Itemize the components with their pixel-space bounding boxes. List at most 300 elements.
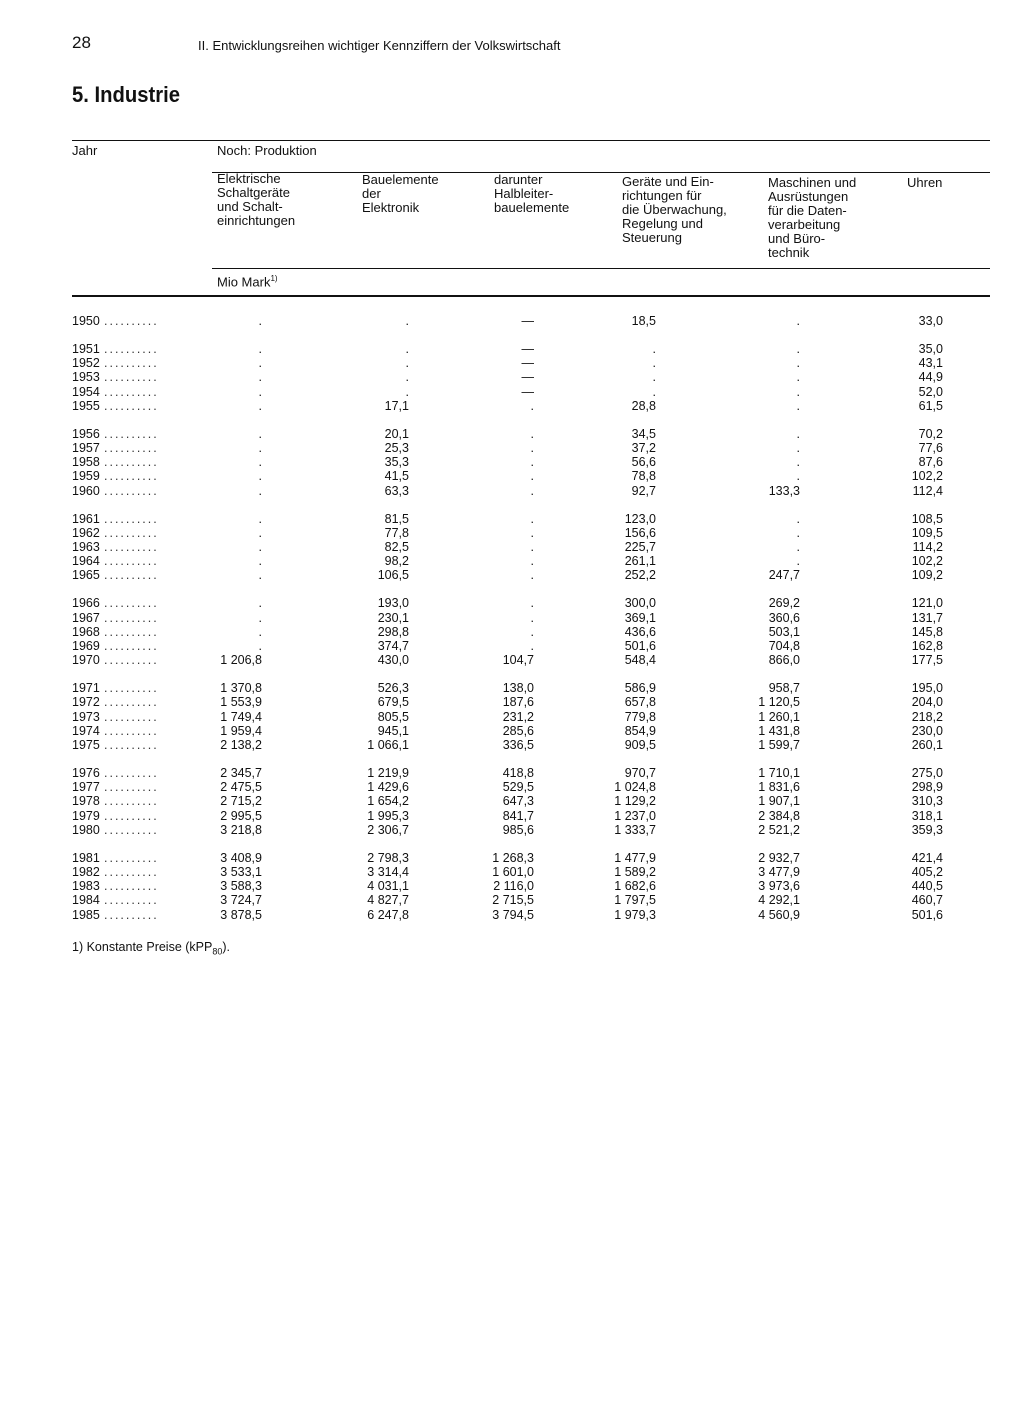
year-cell: 1963 bbox=[72, 540, 100, 554]
leader-dots: .......... bbox=[104, 653, 159, 668]
column-header-schaltgeraete: Elektrische Schaltgeräte und Schalt- einrichtungen bbox=[217, 171, 296, 228]
rule-under-group bbox=[212, 172, 990, 173]
cell-uhren: 108,5 bbox=[911, 511, 943, 526]
leader-dots: .......... bbox=[104, 907, 159, 922]
cell-halbleiter: 529,5 bbox=[502, 780, 534, 795]
cell-maschinen: . bbox=[796, 511, 800, 526]
cell-halbleiter: . bbox=[530, 624, 534, 639]
cell-bauelemente: 3 314,4 bbox=[367, 865, 409, 879]
cell-geraete: 369,1 bbox=[624, 610, 656, 625]
cell-schaltgeraete: 3 588,3 bbox=[220, 879, 262, 894]
year-cell: 1979 bbox=[72, 808, 100, 823]
section-title: 5. Industrie bbox=[72, 82, 180, 107]
cell-bauelemente: 2 306,7 bbox=[367, 822, 409, 837]
cell-geraete: 657,8 bbox=[624, 695, 656, 710]
cell-schaltgeraete: 2 715,2 bbox=[220, 794, 262, 809]
rule-table-top bbox=[72, 140, 990, 141]
cell-halbleiter: . bbox=[530, 469, 534, 484]
cell-schaltgeraete: 2 138,2 bbox=[220, 738, 262, 752]
leader-dots: .......... bbox=[104, 469, 159, 484]
cell-halbleiter: . bbox=[530, 554, 534, 569]
table-row bbox=[0, 314, 1024, 328]
year-cell: 1961 bbox=[72, 511, 100, 526]
cell-bauelemente: 1 066,1 bbox=[367, 738, 409, 752]
cell-geraete: 252,2 bbox=[624, 568, 656, 583]
cell-maschinen: 4 292,1 bbox=[758, 893, 800, 908]
leader-dots: .......... bbox=[104, 681, 159, 696]
table-row bbox=[0, 639, 1024, 653]
cell-halbleiter: 187,6 bbox=[502, 695, 534, 710]
cell-uhren: 275,0 bbox=[911, 766, 943, 780]
year-cell: 1951 bbox=[72, 342, 100, 356]
cell-maschinen: 1 710,1 bbox=[758, 766, 800, 780]
cell-uhren: 35,0 bbox=[918, 342, 943, 356]
cell-uhren: 44,9 bbox=[918, 370, 943, 385]
table-row bbox=[0, 738, 1024, 752]
cell-bauelemente: 679,5 bbox=[377, 695, 409, 710]
leader-dots: .......... bbox=[104, 624, 159, 639]
cell-halbleiter: 1 601,0 bbox=[492, 865, 534, 879]
leader-dots: .......... bbox=[104, 780, 159, 795]
table-row bbox=[0, 893, 1024, 907]
cell-schaltgeraete: . bbox=[258, 554, 262, 569]
year-cell: 1952 bbox=[72, 356, 100, 371]
cell-maschinen: . bbox=[796, 554, 800, 569]
cell-schaltgeraete: . bbox=[258, 370, 262, 385]
table-row bbox=[0, 653, 1024, 667]
cell-geraete: 18,5 bbox=[631, 314, 656, 328]
cell-halbleiter: — bbox=[521, 356, 534, 371]
leader-dots: .......... bbox=[104, 426, 159, 441]
cell-maschinen: . bbox=[796, 384, 800, 399]
cell-maschinen: . bbox=[796, 342, 800, 356]
cell-schaltgeraete: 1 749,4 bbox=[220, 709, 262, 724]
cell-bauelemente: 4 031,1 bbox=[367, 879, 409, 894]
cell-uhren: 33,0 bbox=[918, 314, 943, 328]
cell-uhren: 310,3 bbox=[911, 794, 943, 809]
leader-dots: .......... bbox=[104, 850, 159, 865]
year-cell: 1964 bbox=[72, 554, 100, 569]
table-row bbox=[0, 823, 1024, 837]
cell-bauelemente: . bbox=[405, 356, 409, 371]
cell-geraete: 586,9 bbox=[624, 681, 656, 696]
leader-dots: .......... bbox=[104, 596, 159, 611]
year-cell: 1985 bbox=[72, 907, 100, 922]
cell-schaltgeraete: 1 959,4 bbox=[220, 723, 262, 738]
cell-geraete: . bbox=[652, 356, 656, 371]
cell-halbleiter: . bbox=[530, 596, 534, 611]
cell-maschinen: . bbox=[796, 314, 800, 328]
leader-dots: .......... bbox=[104, 342, 159, 356]
cell-geraete: 156,6 bbox=[624, 525, 656, 540]
cell-maschinen: . bbox=[796, 540, 800, 554]
cell-uhren: 112,4 bbox=[912, 483, 943, 498]
table-row bbox=[0, 526, 1024, 540]
cell-uhren: 260,1 bbox=[911, 738, 943, 752]
year-cell: 1957 bbox=[72, 441, 100, 455]
cell-geraete: 436,6 bbox=[624, 624, 656, 639]
group-header: Noch: Produktion bbox=[217, 143, 317, 158]
table-row bbox=[0, 342, 1024, 356]
cell-schaltgeraete: . bbox=[258, 639, 262, 653]
cell-maschinen: 2 932,7 bbox=[758, 850, 800, 865]
year-cell: 1975 bbox=[72, 738, 100, 752]
cell-geraete: 78,8 bbox=[631, 469, 656, 484]
year-cell: 1954 bbox=[72, 384, 100, 399]
table-row bbox=[0, 356, 1024, 370]
cell-geraete: 1 237,0 bbox=[614, 808, 656, 823]
cell-maschinen: 1 907,1 bbox=[758, 794, 800, 809]
leader-dots: .......... bbox=[104, 738, 159, 752]
cell-schaltgeraete: 1 206,8 bbox=[220, 653, 262, 668]
cell-geraete: 225,7 bbox=[624, 540, 656, 554]
leader-dots: .......... bbox=[104, 568, 159, 583]
year-cell: 1980 bbox=[72, 822, 100, 837]
cell-uhren: 218,2 bbox=[911, 709, 943, 724]
cell-geraete: 1 797,5 bbox=[614, 893, 656, 908]
cell-schaltgeraete: . bbox=[258, 511, 262, 526]
leader-dots: .......... bbox=[104, 766, 159, 780]
cell-schaltgeraete: . bbox=[258, 441, 262, 455]
cell-maschinen: 866,0 bbox=[768, 653, 800, 668]
year-cell: 1967 bbox=[72, 610, 100, 625]
year-cell: 1959 bbox=[72, 469, 100, 484]
cell-uhren: 109,2 bbox=[911, 568, 943, 583]
cell-bauelemente: 6 247,8 bbox=[367, 907, 409, 922]
table-row bbox=[0, 766, 1024, 780]
leader-dots: .......... bbox=[104, 441, 159, 455]
column-header-bauelemente: Bauelemente der Elektronik bbox=[362, 172, 439, 215]
cell-schaltgeraete: . bbox=[258, 469, 262, 484]
cell-geraete: 1 129,2 bbox=[614, 794, 656, 809]
leader-dots: .......... bbox=[104, 893, 159, 908]
cell-schaltgeraete: . bbox=[258, 596, 262, 611]
cell-halbleiter: 3 794,5 bbox=[492, 907, 534, 922]
cell-bauelemente: . bbox=[405, 384, 409, 399]
cell-maschinen: 1 599,7 bbox=[758, 738, 800, 752]
cell-halbleiter: 104,7 bbox=[502, 653, 534, 668]
cell-halbleiter: . bbox=[530, 525, 534, 540]
cell-schaltgeraete: . bbox=[258, 610, 262, 625]
cell-bauelemente: 77,8 bbox=[384, 525, 409, 540]
table-row bbox=[0, 568, 1024, 582]
cell-halbleiter: — bbox=[521, 370, 534, 385]
cell-schaltgeraete: . bbox=[258, 426, 262, 441]
cell-uhren: 298,9 bbox=[911, 780, 943, 795]
cell-geraete: 300,0 bbox=[624, 596, 656, 611]
cell-halbleiter: 841,7 bbox=[502, 808, 534, 823]
table-row bbox=[0, 596, 1024, 610]
cell-schaltgeraete: 2 475,5 bbox=[220, 780, 262, 795]
cell-bauelemente: 1 219,9 bbox=[367, 766, 409, 780]
cell-bauelemente: 63,3 bbox=[384, 483, 409, 498]
cell-maschinen: 1 120,5 bbox=[758, 695, 800, 710]
rule-header-bottom bbox=[72, 295, 990, 297]
cell-maschinen: 1 831,6 bbox=[758, 780, 800, 795]
cell-uhren: 204,0 bbox=[911, 695, 943, 710]
cell-schaltgeraete: . bbox=[258, 483, 262, 498]
cell-bauelemente: 526,3 bbox=[377, 681, 409, 696]
rule-under-columns bbox=[212, 268, 990, 269]
leader-dots: .......... bbox=[104, 865, 159, 879]
cell-geraete: . bbox=[652, 370, 656, 385]
cell-bauelemente: 81,5 bbox=[384, 511, 409, 526]
year-cell: 1973 bbox=[72, 709, 100, 724]
cell-bauelemente: 35,3 bbox=[384, 455, 409, 470]
table-row bbox=[0, 370, 1024, 384]
leader-dots: .......... bbox=[104, 808, 159, 823]
cell-geraete: 37,2 bbox=[631, 441, 656, 455]
unit-label: Mio Mark$^{1)}$ bbox=[217, 274, 278, 290]
year-cell: 1971 bbox=[72, 681, 100, 696]
cell-bauelemente: 1 654,2 bbox=[367, 794, 409, 809]
cell-bauelemente: 98,2 bbox=[384, 554, 409, 569]
cell-uhren: 121,0 bbox=[911, 596, 943, 611]
leader-dots: .......... bbox=[104, 356, 159, 371]
cell-uhren: 318,1 bbox=[911, 808, 943, 823]
cell-uhren: 440,5 bbox=[911, 879, 943, 894]
cell-maschinen: 503,1 bbox=[768, 624, 800, 639]
cell-schaltgeraete: . bbox=[258, 356, 262, 371]
cell-schaltgeraete: 3 408,9 bbox=[220, 850, 262, 865]
cell-maschinen: 704,8 bbox=[768, 639, 800, 653]
year-cell: 1969 bbox=[72, 639, 100, 653]
cell-uhren: 177,5 bbox=[911, 653, 943, 668]
cell-schaltgeraete: . bbox=[258, 624, 262, 639]
year-cell: 1972 bbox=[72, 695, 100, 710]
cell-schaltgeraete: . bbox=[258, 568, 262, 583]
cell-bauelemente: 805,5 bbox=[377, 709, 409, 724]
cell-bauelemente: . bbox=[405, 314, 409, 328]
cell-maschinen: 1 431,8 bbox=[758, 723, 800, 738]
cell-maschinen: 2 521,2 bbox=[758, 822, 800, 837]
cell-geraete: 1 477,9 bbox=[614, 850, 656, 865]
footnote: 1) Konstante Preise (kPP$_{80}$). bbox=[72, 940, 231, 957]
leader-dots: .......... bbox=[104, 384, 159, 399]
cell-halbleiter: — bbox=[521, 384, 534, 399]
year-header: Jahr bbox=[72, 143, 98, 158]
leader-dots: .......... bbox=[104, 525, 159, 540]
cell-schaltgeraete: . bbox=[258, 314, 262, 328]
cell-bauelemente: 1 429,6 bbox=[367, 780, 409, 795]
cell-halbleiter: 647,3 bbox=[502, 794, 534, 809]
cell-geraete: . bbox=[652, 342, 656, 356]
year-cell: 1982 bbox=[72, 865, 100, 879]
table-row bbox=[0, 865, 1024, 879]
leader-dots: .......... bbox=[104, 610, 159, 625]
cell-bauelemente: 945,1 bbox=[377, 723, 409, 738]
cell-halbleiter: 231,2 bbox=[502, 709, 534, 724]
cell-uhren: 230,0 bbox=[911, 723, 943, 738]
cell-geraete: 779,8 bbox=[624, 709, 656, 724]
cell-schaltgeraete: 3 218,8 bbox=[220, 822, 262, 837]
cell-uhren: 70,2 bbox=[918, 426, 943, 441]
cell-halbleiter: . bbox=[530, 540, 534, 554]
cell-maschinen: 3 973,6 bbox=[758, 879, 800, 894]
leader-dots: .......... bbox=[104, 639, 159, 653]
cell-halbleiter: . bbox=[530, 511, 534, 526]
cell-uhren: 114,2 bbox=[912, 540, 943, 554]
cell-maschinen: . bbox=[796, 455, 800, 470]
year-cell: 1962 bbox=[72, 525, 100, 540]
cell-halbleiter: 2 116,0 bbox=[493, 879, 534, 894]
table-row bbox=[0, 681, 1024, 695]
column-header-halbleiter: darunter Halbleiter- bauelemente bbox=[494, 172, 570, 215]
leader-dots: .......... bbox=[104, 398, 159, 413]
cell-uhren: 102,2 bbox=[911, 469, 943, 484]
cell-halbleiter: 1 268,3 bbox=[492, 850, 534, 865]
leader-dots: .......... bbox=[104, 709, 159, 724]
cell-maschinen: 1 260,1 bbox=[758, 709, 800, 724]
cell-schaltgeraete: 1 370,8 bbox=[220, 681, 262, 696]
cell-geraete: 970,7 bbox=[624, 766, 656, 780]
cell-bauelemente: 2 798,3 bbox=[367, 850, 409, 865]
leader-dots: .......... bbox=[104, 511, 159, 526]
cell-bauelemente: 41,5 bbox=[384, 469, 409, 484]
table-row bbox=[0, 780, 1024, 794]
cell-schaltgeraete: 3 533,1 bbox=[220, 865, 262, 879]
cell-schaltgeraete: 1 553,9 bbox=[220, 695, 262, 710]
cell-geraete: 34,5 bbox=[631, 426, 656, 441]
table-row bbox=[0, 512, 1024, 526]
cell-geraete: 548,4 bbox=[624, 653, 656, 668]
year-cell: 1970 bbox=[72, 653, 100, 668]
cell-geraete: 909,5 bbox=[624, 738, 656, 752]
leader-dots: .......... bbox=[104, 822, 159, 837]
table-row bbox=[0, 710, 1024, 724]
cell-maschinen: . bbox=[796, 441, 800, 455]
table-row bbox=[0, 851, 1024, 865]
cell-schaltgeraete: . bbox=[258, 342, 262, 356]
leader-dots: .......... bbox=[104, 554, 159, 569]
cell-halbleiter: . bbox=[530, 455, 534, 470]
table-row bbox=[0, 695, 1024, 709]
cell-bauelemente: . bbox=[405, 370, 409, 385]
cell-maschinen: . bbox=[796, 356, 800, 371]
cell-uhren: 61,5 bbox=[918, 398, 943, 413]
cell-maschinen: . bbox=[796, 398, 800, 413]
cell-schaltgeraete: . bbox=[258, 384, 262, 399]
year-cell: 1960 bbox=[72, 483, 100, 498]
leader-dots: .......... bbox=[104, 723, 159, 738]
leader-dots: .......... bbox=[104, 695, 159, 710]
cell-schaltgeraete: 3 724,7 bbox=[220, 893, 262, 908]
table-row bbox=[0, 540, 1024, 554]
leader-dots: .......... bbox=[104, 794, 159, 809]
cell-uhren: 421,4 bbox=[911, 850, 943, 865]
cell-halbleiter: . bbox=[530, 639, 534, 653]
cell-halbleiter: 2 715,5 bbox=[492, 893, 534, 908]
cell-bauelemente: 106,5 bbox=[377, 568, 409, 583]
year-cell: 1958 bbox=[72, 455, 100, 470]
cell-geraete: 501,6 bbox=[624, 639, 656, 653]
cell-schaltgeraete: . bbox=[258, 455, 262, 470]
cell-halbleiter: 138,0 bbox=[502, 681, 534, 696]
cell-uhren: 131,7 bbox=[911, 610, 943, 625]
year-cell: 1968 bbox=[72, 624, 100, 639]
cell-uhren: 102,2 bbox=[911, 554, 943, 569]
cell-bauelemente: 20,1 bbox=[384, 426, 409, 441]
cell-geraete: 56,6 bbox=[631, 455, 656, 470]
cell-halbleiter: — bbox=[521, 342, 534, 356]
cell-schaltgeraete: . bbox=[258, 398, 262, 413]
cell-geraete: 123,0 bbox=[624, 511, 656, 526]
leader-dots: .......... bbox=[104, 879, 159, 894]
year-cell: 1956 bbox=[72, 426, 100, 441]
cell-bauelemente: 374,7 bbox=[377, 639, 409, 653]
column-header-uhren: Uhren bbox=[907, 175, 943, 190]
cell-uhren: 109,5 bbox=[911, 525, 943, 540]
year-cell: 1965 bbox=[72, 568, 100, 583]
year-cell: 1983 bbox=[72, 879, 100, 894]
cell-uhren: 77,6 bbox=[918, 441, 943, 455]
cell-halbleiter: . bbox=[530, 483, 534, 498]
cell-bauelemente: 4 827,7 bbox=[367, 893, 409, 908]
cell-geraete: 28,8 bbox=[631, 398, 656, 413]
table-row bbox=[0, 554, 1024, 568]
cell-bauelemente: 230,1 bbox=[377, 610, 409, 625]
cell-geraete: 1 333,7 bbox=[614, 822, 656, 837]
table-row bbox=[0, 611, 1024, 625]
leader-dots: .......... bbox=[104, 540, 159, 554]
cell-schaltgeraete: . bbox=[258, 525, 262, 540]
table-row bbox=[0, 809, 1024, 823]
year-cell: 1966 bbox=[72, 596, 100, 611]
cell-halbleiter: . bbox=[530, 398, 534, 413]
cell-maschinen: 247,7 bbox=[768, 568, 800, 583]
table-row bbox=[0, 908, 1024, 922]
table-row bbox=[0, 427, 1024, 441]
cell-geraete: 1 589,2 bbox=[614, 865, 656, 879]
cell-uhren: 405,2 bbox=[911, 865, 943, 879]
column-header-geraete: Geräte und Ein- richtungen für die Überwachung, Regelung und Steuerung bbox=[622, 174, 727, 245]
cell-geraete: . bbox=[652, 384, 656, 399]
cell-schaltgeraete: 2 995,5 bbox=[220, 808, 262, 823]
cell-maschinen: . bbox=[796, 469, 800, 484]
cell-maschinen: 133,3 bbox=[768, 483, 800, 498]
column-header-maschinen: Maschinen und Ausrüstungen für die Daten- verarbeitung und Büro- technik bbox=[768, 175, 857, 260]
cell-halbleiter: — bbox=[521, 314, 534, 328]
cell-uhren: 87,6 bbox=[918, 455, 943, 470]
cell-geraete: 1 682,6 bbox=[614, 879, 656, 894]
year-cell: 1978 bbox=[72, 794, 100, 809]
cell-maschinen: . bbox=[796, 370, 800, 385]
unit-footnote-mark: 1) bbox=[270, 274, 278, 283]
table-row bbox=[0, 469, 1024, 483]
cell-maschinen: 360,6 bbox=[768, 610, 800, 625]
cell-halbleiter: 285,6 bbox=[502, 723, 534, 738]
year-cell: 1950 bbox=[72, 314, 100, 328]
cell-uhren: 43,1 bbox=[918, 356, 943, 371]
table-row bbox=[0, 879, 1024, 893]
cell-bauelemente: 430,0 bbox=[377, 653, 409, 668]
cell-bauelemente: 82,5 bbox=[384, 540, 409, 554]
year-cell: 1953 bbox=[72, 370, 100, 385]
table-row bbox=[0, 399, 1024, 413]
cell-bauelemente: 298,8 bbox=[377, 624, 409, 639]
running-head: II. Entwicklungsreihen wichtiger Kennziffern der Volkswirtschaft bbox=[198, 38, 561, 53]
cell-uhren: 52,0 bbox=[918, 384, 943, 399]
cell-geraete: 261,1 bbox=[624, 554, 656, 569]
cell-halbleiter: 336,5 bbox=[502, 738, 534, 752]
cell-halbleiter: . bbox=[530, 610, 534, 625]
cell-halbleiter: . bbox=[530, 441, 534, 455]
table-row bbox=[0, 724, 1024, 738]
cell-schaltgeraete: 3 878,5 bbox=[220, 907, 262, 922]
cell-schaltgeraete: 2 345,7 bbox=[220, 766, 262, 780]
year-cell: 1976 bbox=[72, 766, 100, 780]
cell-maschinen: 958,7 bbox=[768, 681, 800, 696]
